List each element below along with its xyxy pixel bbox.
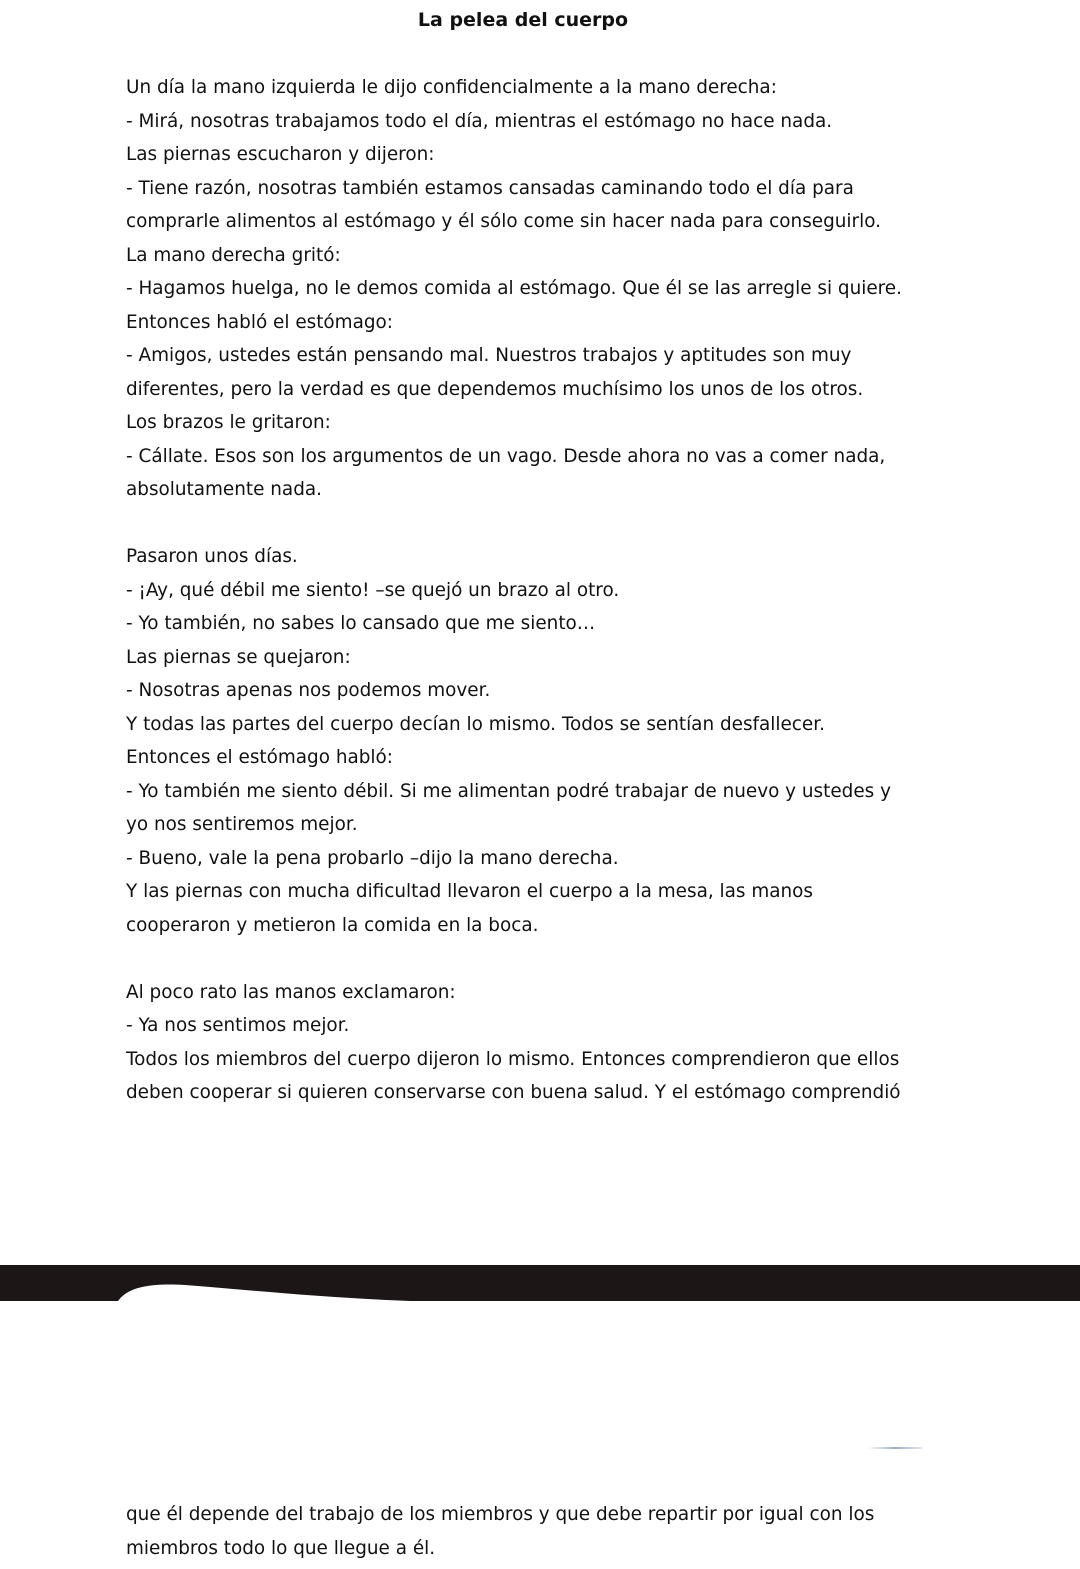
story-line: Un día la mano izquierda le dijo confidencialmente a la mano derecha:	[126, 77, 777, 98]
story-line: miembros todo lo que llegue a él.	[126, 1537, 436, 1559]
story-line: - Hagamos huelga, no le demos comida al estómago. Que él se las arregle si quiere.	[126, 278, 902, 299]
story-line: Y todas las partes del cuerpo decían lo mismo. Todos se sentían desfallecer.	[126, 713, 825, 735]
story-line: Todos los miembros del cuerpo dijeron lo mismo. Entonces comprendieron que ellos	[126, 1048, 900, 1070]
story-line: - ¡Ay, qué débil me siento! –se quejó un brazo al otro.	[126, 579, 620, 601]
story-line: - Yo también me siento débil. Si me alimentan podré trabajar de nuevo y ustedes y	[126, 780, 891, 802]
story-line: deben cooperar si quieren conservarse con buena salud. Y el estómago comprendió	[126, 1082, 901, 1103]
story-line: - Nosotras apenas nos podemos mover.	[126, 680, 491, 701]
story-line: Las piernas escucharon y dijeron:	[126, 144, 435, 165]
story-line: Y las piernas con mucha dificultad llevaron el cuerpo a la mesa, las manos	[126, 881, 814, 902]
paragraph-gap	[126, 507, 986, 541]
story-line: absolutamente nada.	[126, 479, 322, 500]
story-line: Pasaron unos días.	[126, 546, 298, 567]
story-line: - Tiene razón, nosotras también estamos cansadas caminando todo el día para	[126, 177, 854, 199]
story-line: diferentes, pero la verdad es que dependemos muchísimo los unos de los otros.	[126, 378, 864, 400]
story-line: - Bueno, vale la pena probarlo –dijo la mano derecha.	[126, 847, 619, 869]
story-line: yo nos sentiremos mejor.	[126, 814, 358, 835]
story-line: - Ya nos sentimos mejor.	[126, 1015, 350, 1036]
paragraph-gap	[126, 942, 986, 976]
story-page-2	[126, 1498, 986, 1565]
story-line: - Amigos, ustedes están pensando mal. Nuestros trabajos y aptitudes son muy	[126, 345, 852, 366]
story-line: Los brazos le gritaron:	[126, 412, 331, 433]
story-line: cooperaron y metieron la comida en la boca.	[126, 914, 539, 936]
story-line: - Mirá, nosotras trabajamos todo el día, mientras el estómago no hace nada.	[126, 110, 833, 132]
story-line: Entonces habló el estómago:	[126, 311, 393, 333]
story-line: comprarle alimentos al estómago y él sólo come sin hacer nada para conseguirlo.	[126, 211, 881, 232]
story-page-1	[126, 71, 986, 1110]
story-line: Entonces el estómago habló:	[126, 747, 393, 768]
story-line: que él depende del trabajo de los miembros y que debe repartir por igual con los	[126, 1504, 875, 1525]
scan-artifact-mark	[868, 1447, 922, 1449]
story-line: Las piernas se quejaron:	[126, 646, 351, 668]
story-line: Al poco rato las manos exclamaron:	[126, 981, 456, 1003]
story-line: La mano derecha gritó:	[126, 244, 341, 266]
story-line: - Cállate. Esos son los argumentos de un vago. Desde ahora no vas a comer nada,	[126, 445, 886, 467]
document-title: La pelea del cuerpo	[417, 9, 629, 31]
scan-page-curl	[0, 1265, 1080, 1325]
story-line: - Yo también, no sabes lo cansado que me siento…	[126, 613, 596, 634]
